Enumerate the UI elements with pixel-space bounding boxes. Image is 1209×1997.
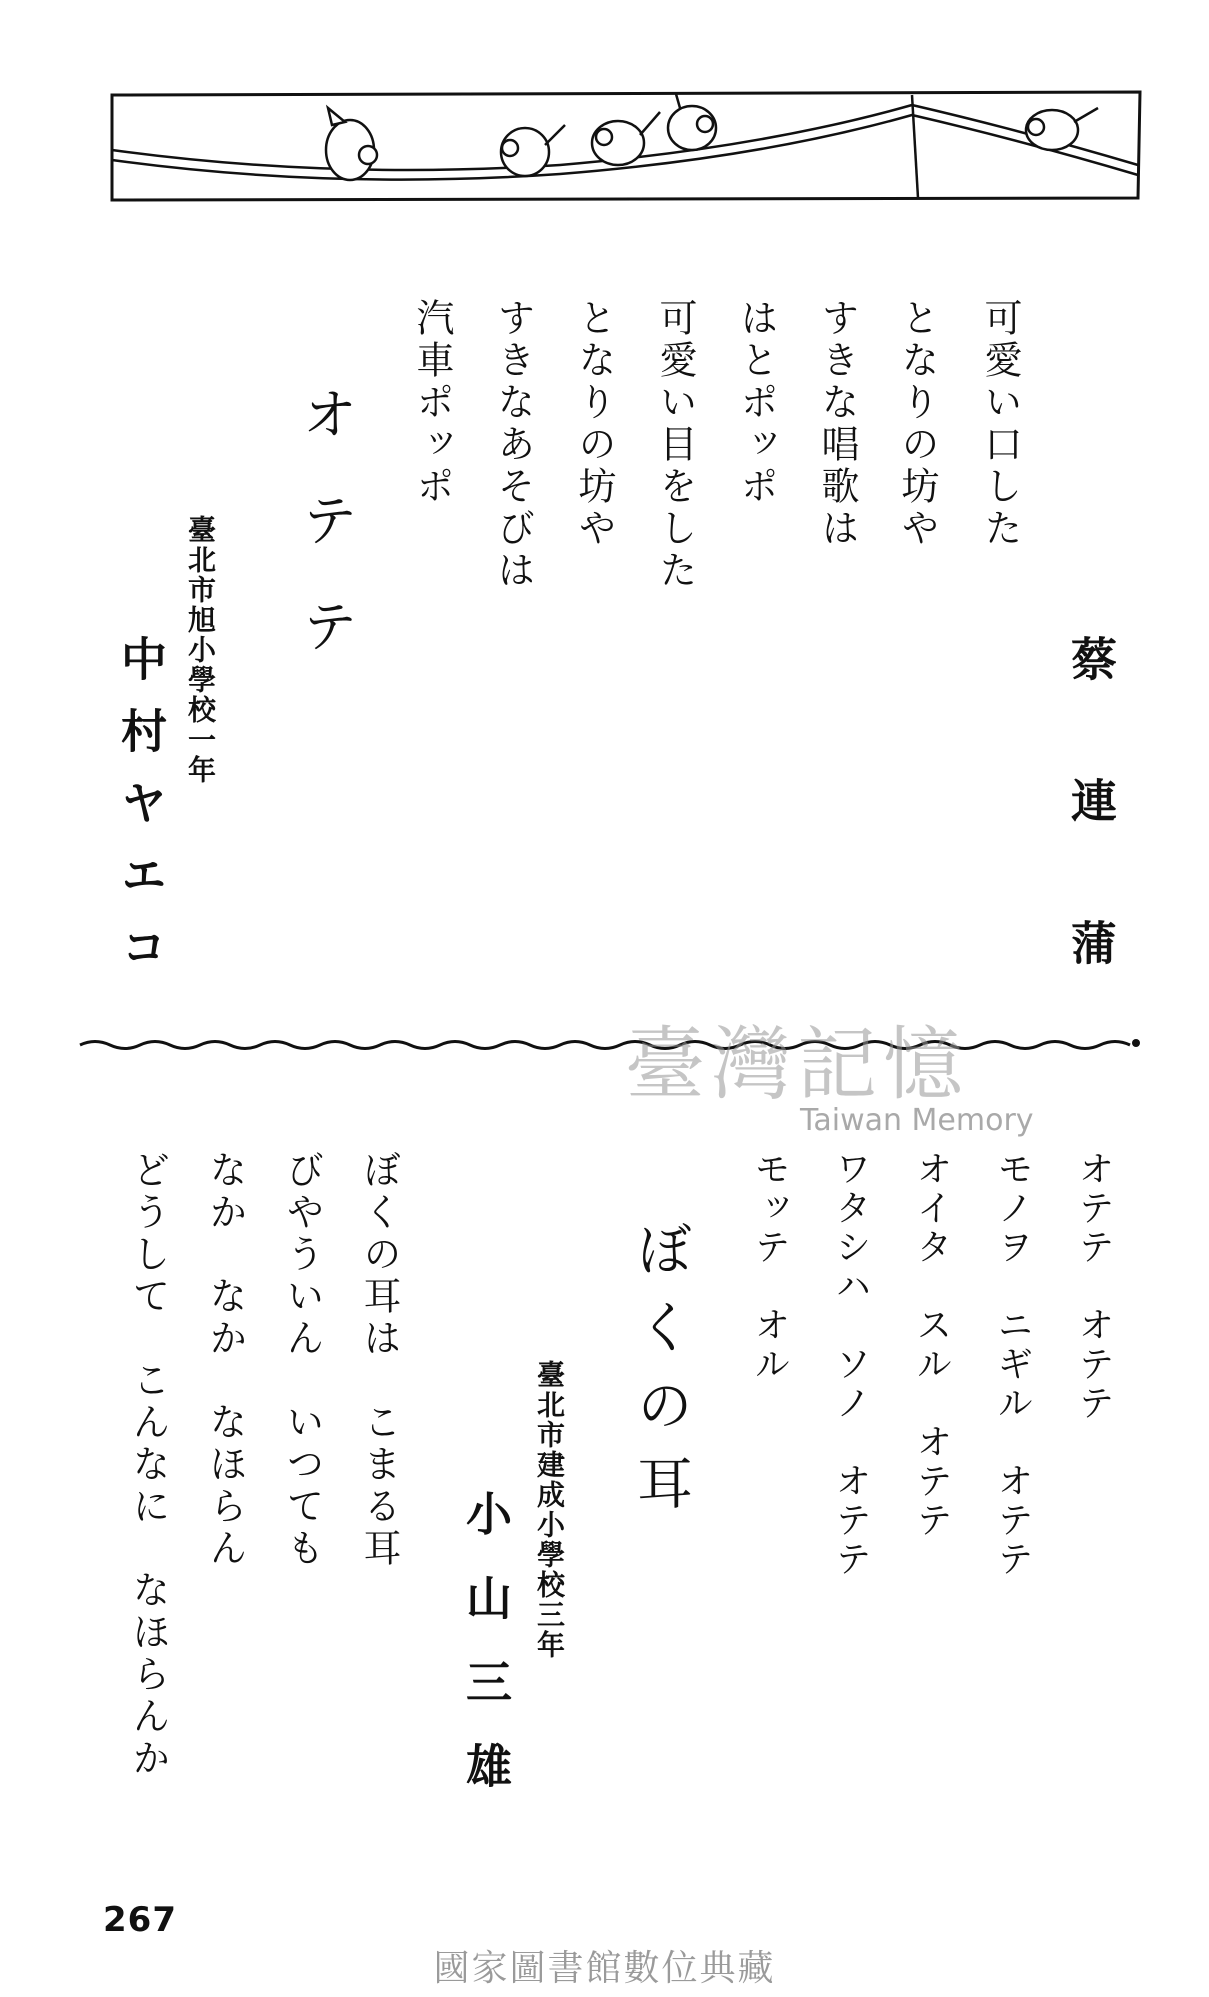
poem1-author: 蔡 連 蒲 xyxy=(1064,635,1118,1006)
poem2-line: モッテ オル xyxy=(749,1150,790,1384)
bird-icon xyxy=(501,125,565,176)
poem3-line: びやういん いつても xyxy=(280,1150,324,1570)
poem2-school: 臺北市旭小學校一年 xyxy=(184,515,217,785)
poem3-line: どうして こんなに なほらんか xyxy=(126,1150,170,1780)
poem2-title: オテテ xyxy=(293,385,358,703)
page-number: 267 xyxy=(103,1900,177,1940)
poem2-line: オイタ スル オテテ xyxy=(911,1150,952,1540)
bird-icon xyxy=(668,94,716,150)
watermark-chinese: 臺灣記憶 xyxy=(625,1018,969,1111)
divider-end-dot xyxy=(1132,1039,1140,1047)
poem1-line: となりの坊や xyxy=(572,298,616,550)
poem1-line: 汽車ポッポ xyxy=(410,298,454,508)
poem2-line: ワタシハ ソノ オテテ xyxy=(830,1150,871,1579)
poem1-line: すきなあそびは xyxy=(491,298,535,592)
poem1-line: となりの坊や xyxy=(895,298,939,550)
poem3-title: ぼくの耳 xyxy=(628,1220,693,1532)
wavy-divider xyxy=(80,1042,1130,1049)
poem2-line: オテテ オテテ xyxy=(1073,1150,1114,1423)
poem2-line: モノヲ ニギル オテテ xyxy=(992,1150,1033,1579)
poem3-author: 小山三雄 xyxy=(459,1490,513,1826)
bird-icon xyxy=(326,108,377,180)
poem1-line: 可愛い口した xyxy=(978,298,1022,550)
footer-credit: 國家圖書館數位典藏 xyxy=(433,1948,776,1989)
watermark-english: Taiwan Memory xyxy=(800,1103,1034,1138)
poem2-author: 中村ヤエコ xyxy=(114,635,168,995)
poem3-school: 臺北市建成小學校三年 xyxy=(533,1360,566,1660)
poem1-line: はとポッポ xyxy=(734,298,778,508)
poem1-line: 可愛い目をした xyxy=(653,298,697,592)
bird-icon xyxy=(1026,108,1098,150)
poem3-line: なか なか なほらん xyxy=(203,1150,247,1570)
poem3-line: ぼくの耳は こまる耳 xyxy=(357,1150,401,1570)
poem1-line: すきな唱歌は xyxy=(815,298,859,550)
bird-icon xyxy=(592,112,660,165)
